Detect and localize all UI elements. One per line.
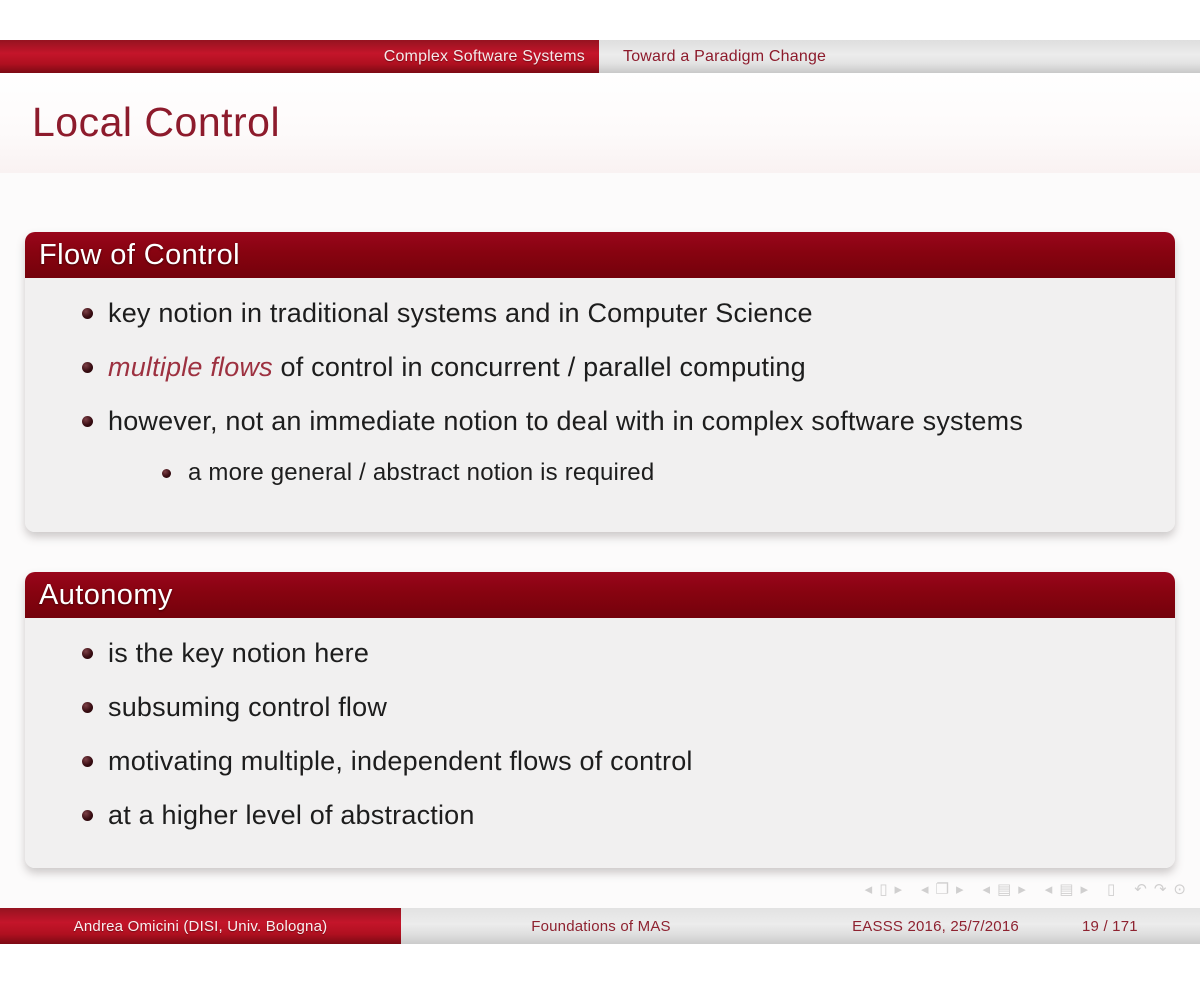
section-icon[interactable]: ▤ bbox=[997, 880, 1012, 898]
bullet-list bbox=[25, 278, 1175, 489]
next-subsection-icon[interactable]: ▸ bbox=[1080, 880, 1088, 898]
next-section-icon[interactable]: ▸ bbox=[1018, 880, 1026, 898]
frame-icon[interactable]: ❐ bbox=[935, 880, 949, 898]
footer-author-segment bbox=[0, 908, 401, 944]
footer-date-segment bbox=[801, 908, 1200, 944]
list-item bbox=[80, 689, 1145, 725]
search-icon[interactable]: ⊙ bbox=[1173, 880, 1186, 898]
block-body bbox=[25, 278, 1175, 532]
list-subitem bbox=[160, 457, 1145, 489]
header-subsection-segment bbox=[599, 40, 1200, 73]
list-item bbox=[80, 743, 1145, 779]
appendix-icon[interactable]: ▯ bbox=[1107, 880, 1116, 898]
forward-icon[interactable]: ↷ bbox=[1153, 880, 1167, 898]
item-text: key notion in traditional systems and in Computer Science bbox=[108, 298, 813, 328]
block-title-bar bbox=[25, 232, 1175, 278]
footer-author: Andrea Omicini (DISI, Univ. Bologna) bbox=[73, 917, 328, 935]
block-autonomy bbox=[25, 572, 1175, 868]
item-text: a more general / abstract notion is required bbox=[188, 459, 655, 486]
page-title: Local Control bbox=[32, 99, 281, 145]
item-text: is the key notion here bbox=[108, 638, 370, 668]
item-text: motivating multiple, independent flows of control bbox=[108, 746, 693, 776]
bullet-icon bbox=[162, 469, 171, 478]
list-item bbox=[80, 797, 1145, 833]
next-slide-icon[interactable]: ▸ bbox=[894, 880, 902, 898]
slide-icon[interactable]: ▯ bbox=[879, 880, 888, 898]
frametitle-area bbox=[0, 73, 1200, 173]
footer-short-title: Foundations of MAS bbox=[531, 917, 671, 935]
next-frame-icon[interactable]: ▸ bbox=[955, 880, 964, 898]
prev-frame-icon[interactable]: ◂ bbox=[920, 880, 929, 898]
header-section-segment bbox=[0, 40, 599, 73]
block-body bbox=[25, 618, 1175, 868]
list-item bbox=[80, 635, 1145, 671]
block-flow-of-control bbox=[25, 232, 1175, 532]
subsection-icon[interactable]: ▤ bbox=[1059, 880, 1074, 898]
bullet-icon bbox=[82, 362, 93, 373]
footline-bar bbox=[0, 908, 1200, 944]
list-item bbox=[80, 403, 1145, 439]
item-text: subsuming control flow bbox=[108, 692, 388, 722]
footer-title-segment bbox=[401, 908, 801, 944]
header-subsection-label[interactable]: Toward a Paradigm Change bbox=[623, 47, 827, 65]
header-section-label[interactable]: Complex Software Systems bbox=[383, 47, 585, 65]
prev-slide-icon[interactable]: ◂ bbox=[864, 880, 873, 898]
item-text: at a higher level of abstraction bbox=[108, 800, 475, 830]
bullet-icon bbox=[82, 810, 93, 821]
alert-text: multiple flows bbox=[108, 352, 273, 382]
list-item bbox=[80, 295, 1145, 331]
item-text: of control in concurrent / parallel computing bbox=[272, 352, 806, 382]
back-icon[interactable]: ↶ bbox=[1134, 880, 1147, 898]
bullet-icon bbox=[82, 416, 93, 427]
bullet-list bbox=[25, 618, 1175, 833]
navigation-bar bbox=[853, 876, 1186, 902]
block-title: Flow of Control bbox=[39, 238, 241, 271]
bullet-icon bbox=[82, 756, 93, 767]
block-title-bar bbox=[25, 572, 1175, 618]
bullet-icon bbox=[82, 648, 93, 659]
prev-section-icon[interactable]: ◂ bbox=[982, 880, 991, 898]
footer-page-number: 19 / 171 bbox=[1082, 917, 1138, 935]
footer-event-date: EASSS 2016, 25/7/2016 bbox=[852, 917, 1019, 935]
headline-bar bbox=[0, 40, 1200, 73]
list-item bbox=[80, 349, 1145, 385]
bullet-icon bbox=[82, 308, 93, 319]
block-title: Autonomy bbox=[39, 578, 173, 611]
item-text: however, not an immediate notion to deal with in complex software systems bbox=[108, 406, 1024, 436]
bullet-icon bbox=[82, 702, 93, 713]
prev-subsection-icon[interactable]: ◂ bbox=[1044, 880, 1053, 898]
